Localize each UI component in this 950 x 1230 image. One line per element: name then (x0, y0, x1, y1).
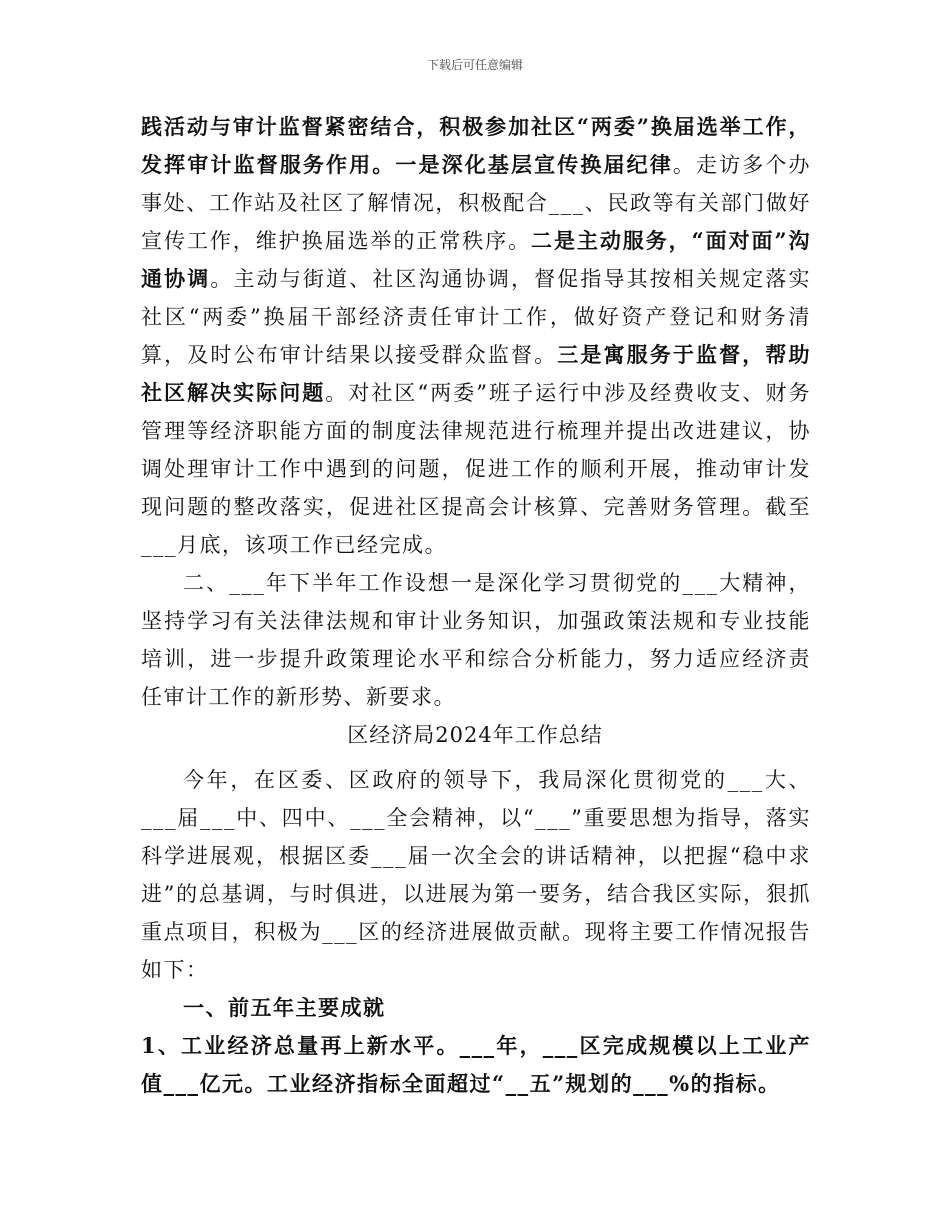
p1-lead-bold: 践活动与审计监督紧密结合，积极参加社区“两委”换届选举工作，发挥审计监督服务作用。 (141, 114, 811, 177)
p1-point-2: 二是主动服务，“面对面”沟通协调 (141, 228, 811, 291)
body-section-2 (141, 761, 811, 1103)
paragraph-2: 二、___年下半年工作设想一是深化学习贯彻党的___大精神，坚持学习有关法律法规和审计业务知识，加强政策法规和专业技能培训，进一步提升政策理论水平和综合分析能力，努力适应经济责任审计工作的新形势、新要求。 (141, 571, 811, 709)
p1-text-3: 。对社区“两委”班子运行中涉及经费收支、财务管理等经济职能方面的制度法律规范进行梳理并提出改进建议，协调处理审计工作中遇到的问题，促进工作的顺利开展，推动审计发现问题的整改落实，促进社区提高会计核算、完善财务管理。截至___月底，该项工作已经完成。 (141, 381, 811, 557)
document-title: 区经济局2024年工作总结 (347, 723, 603, 747)
paragraph-1 (141, 108, 811, 564)
p1-point-1: 一是深化基层宣传换届纪律 (395, 152, 673, 177)
paragraph-4: 1、工业经济总量再上新水平。___年，___区完成规模以上工业产值___亿元。工业经济指标全面超过“__五”规划的___%的指标。 (141, 1033, 811, 1096)
p1-point-3: 三是寓服务于监督，帮助社区解决实际问题 (141, 342, 811, 405)
paragraph-3: 今年，在区委、区政府的领导下，我局深化贯彻党的___大、___届___中、四中、___全会精神，以“___”重要思想为指导，落实科学进展观，根据区委___届一次全会的讲话精神，以把握“稳中求进”的总基调，与时俱进，以进展为第一要务，结合我区实际，狠抓重点项目，积极为___区的经济进展做贡献。现将主要工作情况报告如下： (141, 768, 811, 982)
p1-text-1: 。走访多个办事处、工作站及社区了解情况，积极配合___、民政等有关部门做好宣传工作，维护换届选举的正常秩序。 (141, 153, 811, 253)
header-note: 下载后可任意编辑 (426, 58, 523, 72)
body-section-1 (141, 108, 811, 716)
section-heading-1: 一、前五年主要成就 (183, 995, 386, 1020)
p1-text-2: 。主动与街道、社区沟通协调，督促指导其按相关规定落实社区“两委”换届干部经济责任审计工作，做好资产登记和财务清算，及时公布审计结果以接受群众监督。 (141, 267, 811, 367)
